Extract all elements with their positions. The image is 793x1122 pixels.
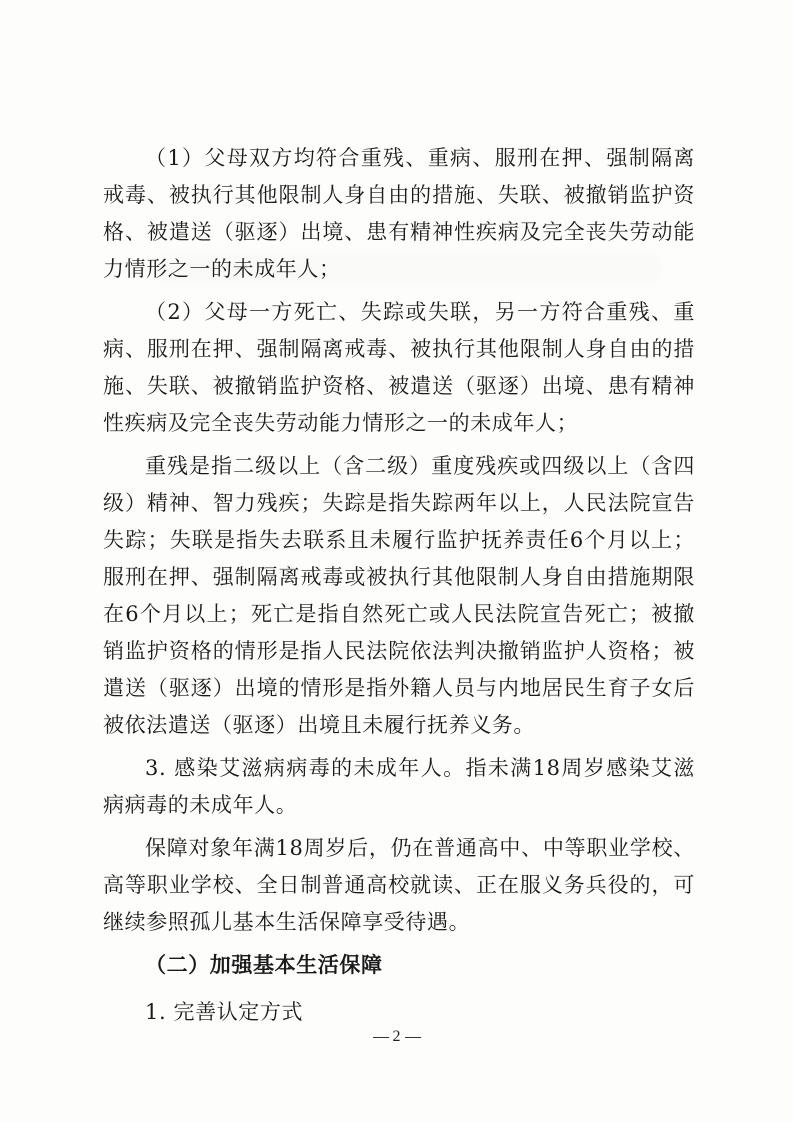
- footer-dash-right: [405, 1037, 421, 1038]
- paragraph-parents-one: （2）父母一方死亡、失踪或失联，另一方符合重残、重病、服刑在押、强制隔离戒毒、被执行其他限制人身自由的措施、失联、被撤销监护资格、被遣送（驱逐）出境、患有精神性疾病及完全丧失劳动能力情形之一的未成年人；: [103, 300, 695, 435]
- footer-dash-left: [373, 1037, 389, 1038]
- paragraph-age-extension: 保障对象年满18周岁后，仍在普通高中、中等职业学校、高等职业学校、全日制普通高校就读、正在服义务兵役的，可继续参照孤儿基本生活保障享受待遇。: [103, 836, 695, 934]
- paragraph-definitions: 重残是指二级以上（含二级）重度残疾或四级以上（含四级）精神、智力残疾；失踪是指失踪两年以上，人民法院宣告失踪；失联是指失去联系且未履行监护抚养责任6个月以上；服刑在押、强制隔离戒毒或被执行其他限制人身自由措施期限在6个月以上；死亡是指自然死亡或人民法院宣告死亡；被撤销监护资格的情形是指人民法院依法判决撤销监护人资格；被遣送（驱逐）出境的情形是指外籍人员与内地居民生育子女后被依法遣送（驱逐）出境且未履行抚养义务。: [103, 454, 695, 737]
- subsection-title: 1. 完善认定方式: [145, 1000, 304, 1024]
- page-number: 2: [392, 1028, 401, 1045]
- paragraph-hiv-minors: 3. 感染艾滋病病毒的未成年人。指未满18周岁感染艾滋病病毒的未成年人。: [103, 756, 695, 817]
- document-body: [103, 140, 695, 1031]
- page-footer: [0, 1028, 793, 1046]
- section-heading: （二）加强基本生活保障: [145, 953, 383, 977]
- paragraph-parents-both: （1）父母双方均符合重残、重病、服刑在押、强制隔离戒毒、被执行其他限制人身自由的措施、失联、被撤销监护资格、被遣送（驱逐）出境、患有精神性疾病及完全丧失劳动能力情形之一的未成年人；: [103, 146, 695, 281]
